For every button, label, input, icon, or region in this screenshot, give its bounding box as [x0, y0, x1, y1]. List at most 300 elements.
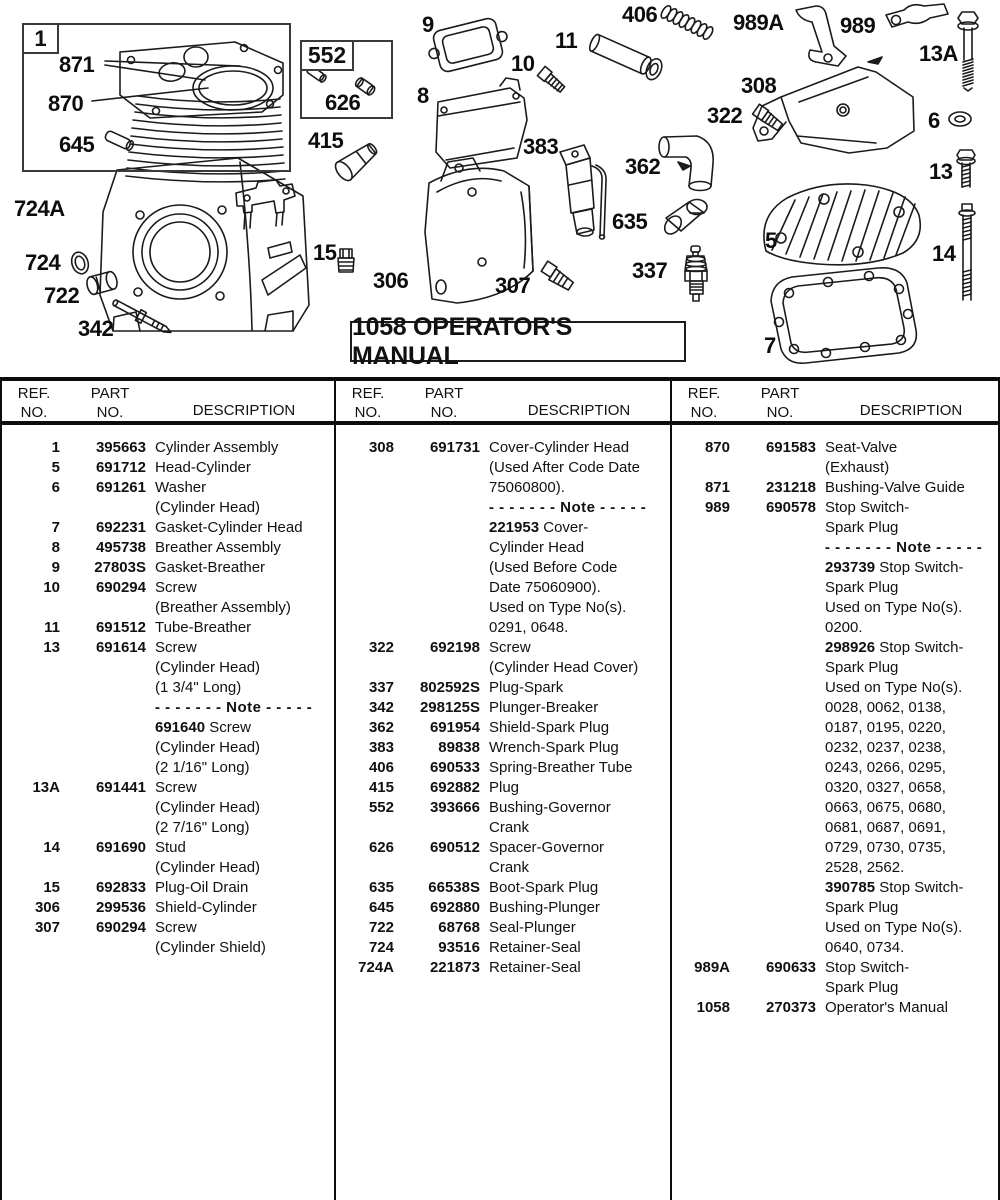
- cell-ref-no: 14: [43, 839, 60, 856]
- table-row: [2, 638, 334, 658]
- cell-description: 0291, 0648.: [489, 619, 569, 636]
- table-row: [672, 638, 998, 658]
- header-ref-no: REF. NO.: [351, 385, 385, 421]
- cell-description: Cylinder Head: [489, 539, 585, 556]
- table-row: [336, 898, 670, 918]
- parts-table-column-1: [2, 381, 336, 1200]
- screw-307-art: [540, 261, 576, 292]
- cell-part-no: 691261: [95, 479, 146, 496]
- cell-ref-no: 5: [51, 459, 60, 476]
- cell-part-no: [394, 538, 480, 558]
- callout-362: 362: [625, 154, 661, 179]
- cell-part-no: 495738: [95, 539, 146, 556]
- stop-switch-989-art: [886, 4, 948, 27]
- cell-ref-no: 383: [368, 739, 394, 756]
- cell-ref-no: 415: [368, 779, 394, 796]
- header-part-no: PART NO.: [424, 385, 464, 421]
- table-row: [2, 758, 334, 778]
- table-row: [672, 578, 998, 598]
- cell-description: Gasket-Cylinder Head: [155, 519, 303, 536]
- cell-ref-no: [672, 538, 730, 558]
- cell-description: 298926 Stop Switch-: [825, 639, 964, 656]
- table-row: [672, 978, 998, 998]
- cell-description: 2528, 2562.: [825, 859, 905, 876]
- cell-ref-no: 1058: [696, 999, 730, 1016]
- cell-part-no: [394, 578, 480, 598]
- cell-part-no: [60, 698, 146, 718]
- cell-description: (Breather Assembly): [155, 599, 291, 616]
- table-row: [336, 778, 670, 798]
- cell-ref-no: 10: [43, 579, 60, 596]
- cell-description: Spark Plug: [825, 899, 899, 916]
- cell-part-no: [730, 698, 816, 718]
- cell-ref-no: [672, 458, 730, 478]
- cell-part-no: [60, 818, 146, 838]
- table-row: [336, 518, 670, 538]
- cell-ref-no: [672, 578, 730, 598]
- table-row: [672, 838, 998, 858]
- cell-part-no: [730, 558, 816, 578]
- cell-part-no: 690633: [765, 959, 816, 976]
- cell-description: Breather Assembly: [155, 539, 281, 556]
- cell-ref-no: [2, 818, 60, 838]
- cell-description: Bushing-Governor: [489, 799, 611, 816]
- table-row: [2, 838, 334, 858]
- cell-description: Stud: [155, 839, 186, 856]
- table-row: [336, 758, 670, 778]
- cell-part-no: [60, 718, 146, 738]
- cell-ref-no: [2, 798, 60, 818]
- cell-ref-no: 6: [51, 479, 60, 496]
- cell-ref-no: [672, 758, 730, 778]
- cell-ref-no: [2, 678, 60, 698]
- cell-ref-no: 307: [34, 919, 60, 936]
- table-row: [336, 818, 670, 838]
- table-row: [336, 938, 670, 958]
- breather-tube-art: [587, 31, 665, 82]
- callout-383: 383: [523, 134, 559, 159]
- cell-part-no: [60, 938, 146, 958]
- cell-part-no: [60, 678, 146, 698]
- cell-ref-no: 8: [51, 539, 60, 556]
- cell-description: Spark Plug: [825, 979, 899, 996]
- cell-ref-no: [2, 938, 60, 958]
- spark-plug-boot-art: [661, 200, 707, 238]
- callout-306: 306: [373, 268, 409, 293]
- cell-part-no: [730, 858, 816, 878]
- cell-description: (Exhaust): [825, 459, 890, 476]
- cell-part-no: 27803S: [94, 559, 146, 576]
- cell-ref-no: [2, 758, 60, 778]
- cell-description: (Cylinder Head): [155, 799, 261, 816]
- cell-description: 390785 Stop Switch-: [825, 879, 964, 896]
- table-row: [2, 738, 334, 758]
- cell-part-no: [730, 538, 816, 558]
- table-row: [336, 558, 670, 578]
- table-row: [2, 798, 334, 818]
- table-row: [672, 558, 998, 578]
- table-row: [2, 578, 334, 598]
- cell-part-no: [394, 478, 480, 498]
- cell-description: Seal-Plunger: [489, 919, 576, 936]
- table-row: [336, 838, 670, 858]
- table-row: [2, 618, 334, 638]
- cell-part-no: [730, 978, 816, 998]
- cell-part-no: [60, 798, 146, 818]
- table-row: [672, 898, 998, 918]
- table-row: [2, 438, 334, 458]
- table-row: [672, 598, 998, 618]
- cell-part-no: 299536: [95, 899, 146, 916]
- seal-plunger-art: [85, 270, 119, 295]
- cell-description: Screw: [155, 639, 197, 656]
- group-box-552-label: 552: [300, 40, 354, 71]
- cell-description: Spark Plug: [825, 659, 899, 676]
- cell-part-no: 691954: [429, 719, 480, 736]
- table-row: [2, 898, 334, 918]
- callout-871: 871: [59, 52, 95, 77]
- cell-description: Plug: [489, 779, 520, 796]
- table-row: [672, 878, 998, 898]
- gasket-breather-art: [424, 15, 512, 75]
- callout-406: 406: [622, 2, 658, 27]
- cell-part-no: [394, 858, 480, 878]
- table-row: [672, 818, 998, 838]
- table-row: [336, 858, 670, 878]
- callout-322: 322: [707, 103, 743, 128]
- cell-ref-no: [336, 598, 394, 618]
- cell-part-no: [730, 898, 816, 918]
- callout-308: 308: [741, 73, 777, 98]
- cell-ref-no: [336, 478, 394, 498]
- cell-ref-no: 989A: [694, 959, 730, 976]
- cell-description: 0028, 0062, 0138,: [825, 699, 946, 716]
- cell-part-no: [60, 758, 146, 778]
- cell-part-no: 691614: [95, 639, 146, 656]
- cell-description: 0729, 0730, 0735,: [825, 839, 946, 856]
- table-header: [336, 381, 670, 425]
- cell-part-no: 691712: [95, 459, 146, 476]
- cell-ref-no: 9: [51, 559, 60, 576]
- cell-description: 0320, 0327, 0658,: [825, 779, 946, 796]
- cell-ref-no: [2, 598, 60, 618]
- cell-description: Washer: [155, 479, 207, 496]
- cell-description: Screw: [155, 919, 197, 936]
- cell-part-no: [394, 618, 480, 638]
- cell-part-no: 692833: [95, 879, 146, 896]
- cell-part-no: [730, 718, 816, 738]
- header-ref-no: REF. NO.: [687, 385, 721, 421]
- cell-ref-no: [672, 718, 730, 738]
- cylinder-head-art: [764, 184, 920, 265]
- cell-description: Spark Plug: [825, 579, 899, 596]
- table-rows-column-2: [336, 425, 670, 978]
- cell-ref-no: [336, 618, 394, 638]
- table-row: [336, 918, 670, 938]
- cell-part-no: 692880: [429, 899, 480, 916]
- cell-description: 0243, 0266, 0295,: [825, 759, 946, 776]
- cell-description: (Cylinder Head): [155, 739, 261, 756]
- cell-description: (Cylinder Head): [155, 859, 261, 876]
- cell-description: Wrench-Spark Plug: [489, 739, 619, 756]
- table-row: [336, 478, 670, 498]
- table-row: [2, 778, 334, 798]
- cell-ref-no: 724A: [358, 959, 394, 976]
- cell-description: (Cylinder Head): [155, 659, 261, 676]
- cell-part-no: [60, 738, 146, 758]
- cell-description: Stop Switch-: [825, 959, 910, 976]
- table-row: [2, 478, 334, 498]
- cell-description: Retainer-Seal: [489, 959, 581, 976]
- cell-description: Gasket-Breather: [155, 559, 266, 576]
- cell-part-no: [730, 938, 816, 958]
- cell-description: 0663, 0675, 0680,: [825, 799, 946, 816]
- cell-ref-no: [336, 518, 394, 538]
- cell-description: Cylinder Assembly: [155, 439, 279, 456]
- header-description: DESCRIPTION: [527, 402, 631, 419]
- cell-ref-no: [672, 658, 730, 678]
- cell-description: (Used After Code Date: [489, 459, 640, 476]
- callout-9: 9: [422, 12, 434, 37]
- cell-description: Retainer-Seal: [489, 939, 581, 956]
- cell-part-no: [730, 618, 816, 638]
- cell-ref-no: [672, 678, 730, 698]
- table-row: [336, 958, 670, 978]
- header-no: NO.: [96, 404, 124, 421]
- table-row: [2, 658, 334, 678]
- header-ref: REF.: [17, 385, 51, 402]
- cell-ref-no: [672, 918, 730, 938]
- cell-ref-no: [2, 698, 60, 718]
- callout-626: 626: [325, 90, 361, 115]
- table-row: [672, 538, 998, 558]
- parts-table: [0, 377, 1000, 1200]
- table-row: [336, 578, 670, 598]
- cell-ref-no: [672, 518, 730, 538]
- cell-ref-no: [672, 898, 730, 918]
- cell-part-no: 802592S: [419, 679, 480, 696]
- cell-description: 0187, 0195, 0220,: [825, 719, 946, 736]
- cell-description: (2 7/16" Long): [155, 819, 250, 836]
- cell-part-no: [730, 778, 816, 798]
- table-row: [336, 458, 670, 478]
- callout-722: 722: [44, 283, 80, 308]
- table-row: [672, 438, 998, 458]
- cell-part-no: 690294: [95, 579, 146, 596]
- table-row: [2, 598, 334, 618]
- table-row: [2, 498, 334, 518]
- cell-part-no: [60, 598, 146, 618]
- cell-ref-no: [672, 598, 730, 618]
- cell-part-no: 691690: [95, 839, 146, 856]
- cell-ref-no: [672, 838, 730, 858]
- cell-ref-no: [2, 718, 60, 738]
- cell-description: Spark Plug: [825, 519, 899, 536]
- bolt-13-art: [957, 150, 975, 187]
- header-no: NO.: [20, 404, 48, 421]
- cell-description: (Cylinder Shield): [155, 939, 266, 956]
- table-row: [336, 698, 670, 718]
- table-row: [2, 878, 334, 898]
- table-row: [672, 958, 998, 978]
- screw-10-art: [537, 66, 566, 93]
- table-row: [336, 658, 670, 678]
- cell-part-no: [730, 598, 816, 618]
- table-row: [672, 678, 998, 698]
- table-row: [336, 638, 670, 658]
- cell-ref-no: [336, 818, 394, 838]
- cell-part-no: 691731: [429, 439, 480, 456]
- table-row: [336, 618, 670, 638]
- table-row: [672, 738, 998, 758]
- cell-ref-no: [672, 778, 730, 798]
- cell-part-no: 66538S: [428, 879, 480, 896]
- header-description: DESCRIPTION: [192, 402, 296, 419]
- table-row: [336, 538, 670, 558]
- table-row: [2, 678, 334, 698]
- cell-description: Used on Type No(s).: [825, 679, 963, 696]
- table-row: [672, 918, 998, 938]
- cell-ref-no: 308: [368, 439, 394, 456]
- cell-ref-no: 13: [43, 639, 60, 656]
- table-row: [672, 778, 998, 798]
- cell-ref-no: 724: [368, 939, 394, 956]
- cell-part-no: 691441: [95, 779, 146, 796]
- cell-ref-no: [336, 558, 394, 578]
- cell-part-no: [394, 498, 480, 518]
- callout-13A: 13A: [919, 41, 958, 66]
- cell-part-no: [730, 458, 816, 478]
- cell-description: Screw: [489, 639, 531, 656]
- cell-part-no: [730, 838, 816, 858]
- cell-ref-no: [672, 558, 730, 578]
- cell-ref-no: 15: [43, 879, 60, 896]
- callout-6: 6: [928, 108, 940, 133]
- cell-description: Bushing-Plunger: [489, 899, 600, 916]
- cell-description: Crank: [489, 819, 530, 836]
- callout-989: 989: [840, 13, 876, 38]
- table-row: [336, 718, 670, 738]
- cell-ref-no: [672, 698, 730, 718]
- cell-ref-no: [336, 538, 394, 558]
- table-row: [672, 618, 998, 638]
- stud-art: [959, 204, 975, 300]
- cell-part-no: [730, 678, 816, 698]
- table-rows-column-1: [2, 425, 334, 958]
- cell-ref-no: [672, 858, 730, 878]
- cell-part-no: 298125S: [419, 699, 480, 716]
- callout-870: 870: [48, 91, 84, 116]
- cell-part-no: [394, 598, 480, 618]
- cell-part-no: 692198: [429, 639, 480, 656]
- table-row: [2, 518, 334, 538]
- operators-manual-box: 1058 OPERATOR'S MANUAL: [350, 321, 686, 362]
- cell-ref-no: 306: [34, 899, 60, 916]
- washer-art: [949, 112, 971, 126]
- cell-part-no: 68768: [438, 919, 480, 936]
- parts-table-column-3: [672, 381, 998, 1200]
- cell-description: Date 75060900).: [489, 579, 601, 596]
- cell-description: (1 3/4" Long): [155, 679, 242, 696]
- cell-description: Used on Type No(s).: [489, 599, 627, 616]
- cell-ref-no: [672, 878, 730, 898]
- table-row: [672, 938, 998, 958]
- cell-part-no: [730, 518, 816, 538]
- cell-note: - - - - - - - Note - - - - -: [489, 499, 647, 516]
- cell-part-no: [60, 498, 146, 518]
- cell-ref-no: [672, 798, 730, 818]
- cell-ref-no: 871: [704, 479, 730, 496]
- cell-ref-no: [336, 658, 394, 678]
- parts-table-column-2: [336, 381, 672, 1200]
- cell-ref-no: [672, 978, 730, 998]
- cell-ref-no: [336, 858, 394, 878]
- cell-part-no: [394, 458, 480, 478]
- table-row: [336, 878, 670, 898]
- callout-415: 415: [308, 128, 344, 153]
- head-gasket-art: [771, 268, 916, 363]
- cell-ref-no: 989: [704, 499, 730, 516]
- exploded-diagram: [0, 0, 1000, 377]
- cell-description: Shield-Spark Plug: [489, 719, 610, 736]
- table-row: [2, 818, 334, 838]
- cell-part-no: 395663: [95, 439, 146, 456]
- callout-645: 645: [59, 132, 95, 157]
- table-row: [672, 858, 998, 878]
- cell-description: (Cylinder Head): [155, 499, 261, 516]
- cell-description: Used on Type No(s).: [825, 919, 963, 936]
- screw-322-art: [753, 104, 784, 131]
- cell-part-no: [730, 578, 816, 598]
- table-row: [2, 698, 334, 718]
- cell-description: Crank: [489, 859, 530, 876]
- cell-ref-no: [2, 498, 60, 518]
- cell-description: 0640, 0734.: [825, 939, 905, 956]
- cell-description: Stop Switch-: [825, 499, 910, 516]
- cell-ref-no: 626: [368, 839, 394, 856]
- cell-part-no: 690294: [95, 919, 146, 936]
- cell-description: Bushing-Valve Guide: [825, 479, 965, 496]
- cell-part-no: [730, 798, 816, 818]
- cell-part-no: 691512: [95, 619, 146, 636]
- cell-part-no: 690533: [429, 759, 480, 776]
- spark-plug-art: [685, 246, 707, 301]
- callout-13: 13: [929, 159, 953, 184]
- callout-635: 635: [612, 209, 648, 234]
- stop-switch-989a-art: [796, 6, 846, 66]
- cell-part-no: [730, 818, 816, 838]
- cell-description: 0681, 0687, 0691,: [825, 819, 946, 836]
- callout-724A: 724A: [14, 196, 65, 221]
- cell-part-no: [60, 858, 146, 878]
- table-row: [2, 558, 334, 578]
- cell-description: Operator's Manual: [825, 999, 948, 1016]
- cell-ref-no: 552: [368, 799, 394, 816]
- header-description: DESCRIPTION: [859, 402, 963, 419]
- cell-description: Plug-Oil Drain: [155, 879, 249, 896]
- callout-724: 724: [25, 250, 61, 275]
- cell-part-no: [730, 878, 816, 898]
- cell-part-no: 231218: [765, 479, 816, 496]
- table-rows-column-3: [672, 425, 998, 1018]
- table-row: [672, 498, 998, 518]
- table-row: [336, 678, 670, 698]
- cell-description: Plug-Spark: [489, 679, 564, 696]
- cell-description: Used on Type No(s).: [825, 599, 963, 616]
- cell-ref-no: [672, 738, 730, 758]
- cell-ref-no: 635: [368, 879, 394, 896]
- table-row: [2, 858, 334, 878]
